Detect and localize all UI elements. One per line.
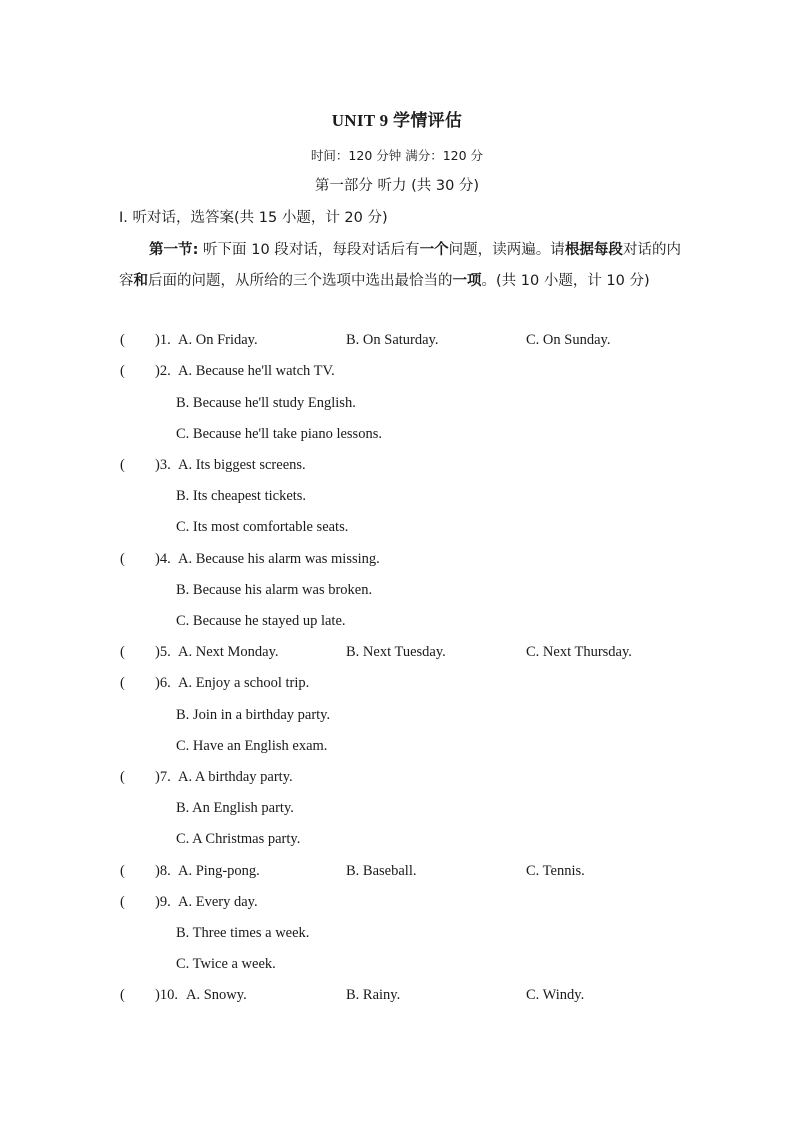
question-row (0, 863, 794, 883)
instructions-text: 后面的问题，从所给的三个选项中选出最恰当的 (148, 273, 453, 289)
page-title: UNIT 9 学情评估 (331, 111, 463, 130)
answer-bracket[interactable]: ( (120, 987, 125, 1003)
instructions-emphasis: 根据每段 (564, 242, 623, 258)
option-b: B. An English party. (176, 800, 294, 816)
option-a: A. Next Monday. (178, 644, 279, 660)
answer-bracket[interactable]: ( (120, 644, 125, 660)
option-row (0, 426, 794, 446)
option-c: C. On Sunday. (526, 332, 611, 348)
option-a: A. On Friday. (178, 332, 258, 348)
answer-bracket[interactable]: ( (120, 363, 125, 379)
answer-bracket[interactable]: ( (120, 675, 125, 691)
option-b: B. Baseball. (346, 863, 417, 879)
question-row (0, 551, 794, 571)
question-number: )5. (155, 644, 171, 660)
instructions-text: 。(共 10 小题，计 10 分) (481, 273, 650, 289)
option-c: C. Because he'll take piano lessons. (176, 426, 382, 442)
option-row (0, 488, 794, 508)
instructions-emphasis: 一项 (452, 273, 482, 289)
option-row (0, 925, 794, 945)
option-a: A. Its biggest screens. (178, 457, 306, 473)
option-b: B. Because his alarm was broken. (176, 582, 373, 598)
option-b: B. Its cheapest tickets. (176, 488, 307, 504)
option-b: B. Next Tuesday. (346, 644, 446, 660)
option-c: C. Next Thursday. (526, 644, 632, 660)
option-b: B. Join in a birthday party. (176, 707, 331, 723)
option-c: C. Twice a week. (176, 956, 276, 972)
instructions-emphasis: 一个 (419, 242, 449, 258)
question-row (0, 987, 794, 1007)
option-b: B. Rainy. (346, 987, 401, 1003)
option-c: C. Have an English exam. (176, 738, 328, 754)
question-number: )4. (155, 551, 171, 567)
answer-bracket[interactable]: ( (120, 863, 125, 879)
option-b: B. Three times a week. (176, 925, 310, 941)
option-a: A. Because he'll watch TV. (178, 363, 335, 379)
question-number: )2. (155, 363, 171, 379)
question-number: )6. (155, 675, 171, 691)
option-b: B. Because he'll study English. (176, 395, 356, 411)
instructions-text: 听下面 10 段对话，每段对话后有 (198, 242, 420, 258)
option-row (0, 582, 794, 602)
instructions-text: 对话的内容 (119, 242, 682, 289)
instructions-emphasis: 和 (133, 273, 148, 289)
question-number: )10. (155, 987, 178, 1003)
question-number: )3. (155, 457, 171, 473)
option-row (0, 956, 794, 976)
instructions-lead: 第一节: (149, 242, 199, 258)
option-c: C. Windy. (526, 987, 585, 1003)
question-row (0, 363, 794, 383)
option-a: A. A birthday party. (178, 769, 293, 785)
question-row (0, 894, 794, 914)
option-c: C. A Christmas party. (176, 831, 301, 847)
option-row (0, 831, 794, 851)
option-c: C. Because he stayed up late. (176, 613, 346, 629)
option-row (0, 707, 794, 727)
answer-bracket[interactable]: ( (120, 769, 125, 785)
instructions-paragraph (119, 235, 681, 297)
answer-bracket[interactable]: ( (120, 894, 125, 910)
option-c: C. Its most comfortable seats. (176, 519, 349, 535)
part-title: 第一部分 听力 (共 30 分) (314, 178, 480, 194)
question-number: )1. (155, 332, 171, 348)
option-b: B. On Saturday. (346, 332, 439, 348)
answer-bracket[interactable]: ( (120, 551, 125, 567)
option-row (0, 738, 794, 758)
question-row (0, 457, 794, 477)
question-number: )9. (155, 894, 171, 910)
question-number: )8. (155, 863, 171, 879)
option-a: A. Every day. (178, 894, 258, 910)
time-score-line: 时间：120 分钟 满分：120 分 (310, 148, 484, 163)
option-a: A. Enjoy a school trip. (178, 675, 310, 691)
question-row (0, 769, 794, 789)
question-row (0, 332, 794, 352)
option-a: A. Because his alarm was missing. (178, 551, 380, 567)
option-row (0, 519, 794, 539)
option-a: A. Snowy. (186, 987, 247, 1003)
question-number: )7. (155, 769, 171, 785)
question-row (0, 675, 794, 695)
option-a: A. Ping-pong. (178, 863, 260, 879)
answer-bracket[interactable]: ( (120, 457, 125, 473)
option-row (0, 800, 794, 820)
option-row (0, 613, 794, 633)
question-row (0, 644, 794, 664)
instructions-text: 问题，读两遍。请 (448, 242, 565, 258)
option-row (0, 395, 794, 415)
option-c: C. Tennis. (526, 863, 585, 879)
answer-bracket[interactable]: ( (120, 332, 125, 348)
section-title: Ⅰ. 听对话，选答案(共 15 小题，计 20 分) (119, 210, 388, 226)
